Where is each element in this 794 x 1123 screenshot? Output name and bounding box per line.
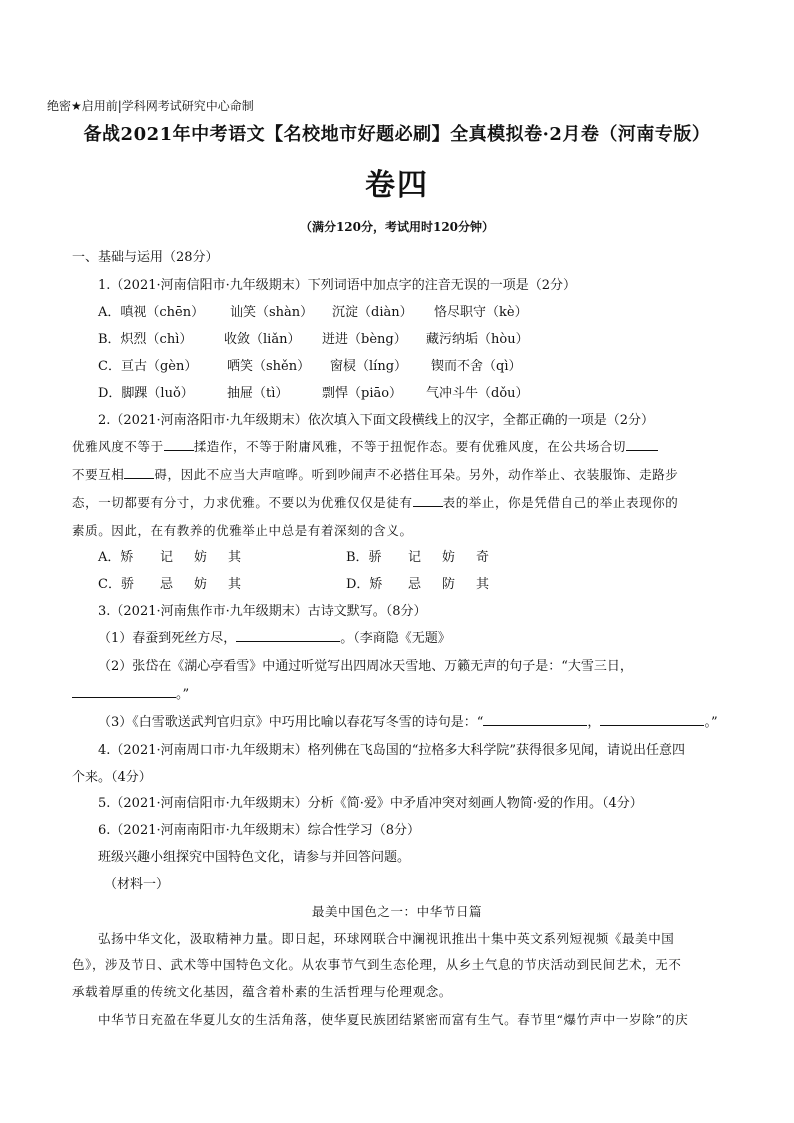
q1-option-c-4: 锲而不舍（qì） <box>431 359 522 374</box>
q2-passage-line-2 <box>72 465 678 483</box>
blank-line <box>600 713 704 726</box>
q3-text: （1）春蚕到死丝方尽， <box>98 631 237 646</box>
q2-passage-text: 优雅风度不等于 <box>72 439 164 454</box>
q3-text: 。（李商隐《无题》 <box>340 631 451 646</box>
q1-option-d-3: 剽悍（piāo） <box>322 386 403 401</box>
q2-option-c-3: 妨 <box>194 577 208 592</box>
q3-text: 。” <box>176 687 190 702</box>
question-4-line-2: 个来。（4分） <box>72 770 152 785</box>
q1-option-d-1: D．脚踝（luǒ） <box>98 386 194 401</box>
q2-passage-text: 表的举止，你是凭借自己的举止表现你的 <box>442 495 679 510</box>
q2-option-a-2: 记 <box>160 550 174 565</box>
q1-option-a-3: 沉淀（diàn） <box>332 305 413 320</box>
question-1-stem: 1.（2021·河南信阳市·九年级期末）下列词语中加点字的注音无误的一项是（2分） <box>98 278 577 293</box>
blank-line <box>164 438 194 451</box>
paper-number-title: 卷四 <box>365 168 429 203</box>
q2-option-c-2: 忌 <box>160 577 174 592</box>
q2-option-a-1: A．矫 <box>98 550 134 565</box>
question-5: 5.（2021·河南信阳市·九年级期末）分析《简·爱》中矛盾冲突对刻画人物简·爱的作用。（4分） <box>98 796 643 811</box>
q2-option-b-1: B．骄 <box>346 550 382 565</box>
q3-item-2-blank <box>72 683 189 702</box>
question-2-stem: 2.（2021·河南洛阳市·九年级期末）依次填入下面文段横线上的汉字，全都正确的一项是（2分） <box>98 413 655 428</box>
q3-text: （3）《白雪歌送武判官归京》中巧用比喻以春花写冬雪的诗句是：“ <box>98 715 484 730</box>
q3-item-3 <box>98 711 718 730</box>
q2-option-d-1: D．矫 <box>346 577 383 592</box>
q2-passage-line-1 <box>72 437 658 455</box>
confidential-label: 绝密★启用前|学科网考试研究中心命制 <box>47 99 254 113</box>
material-label: （材料一） <box>104 877 170 892</box>
blank-line <box>236 629 340 642</box>
article-paragraph-1-line-1: 弘扬中华文化，汲取精神力量。即日起，环球网联合中澜视讯推出十集中英文系列短视频《最美中国 <box>98 931 675 946</box>
question-3-stem: 3.（2021·河南焦作市·九年级期末）古诗文默写。（8分） <box>98 604 427 619</box>
q2-passage-line-3 <box>72 493 678 511</box>
q1-option-d-4: 气冲斗牛（dǒu） <box>426 386 529 401</box>
article-paragraph-1-line-3: 承载着厚重的传统文化基因，蕴含着朴素的生活哲理与伦理观念。 <box>72 984 452 999</box>
question-6-stem: 6.（2021·河南南阳市·九年级期末）综合性学习（8分） <box>98 823 421 838</box>
q1-option-b-2: 收敛（liǎn） <box>224 332 301 347</box>
q1-option-b-1: B．炽烈（chì） <box>98 332 193 347</box>
score-time-note: （满分120分，考试用时120分钟） <box>299 220 495 234</box>
q2-option-d-3: 防 <box>442 577 456 592</box>
q2-passage-text: 揉造作，不等于附庸风雅，不等于扭怩作态。要有优雅风度，在公共场合切 <box>193 439 627 454</box>
q2-option-a-4: 其 <box>228 550 242 565</box>
article-paragraph-2-line-1: 中华节日充盈在华夏儿女的生活角落，使华夏民族团结紧密而富有生气。春节里“爆竹声中一岁除”的庆 <box>98 1012 689 1027</box>
q2-passage-text: 不要互相 <box>72 467 125 482</box>
blank-line <box>483 713 587 726</box>
q1-option-a-4: 恪尽职守（kè） <box>434 305 528 320</box>
q1-option-d-2: 抽屉（tì） <box>227 386 289 401</box>
q2-option-b-3: 妨 <box>442 550 456 565</box>
article-paragraph-1-line-2: 色》，涉及节日、武术等中国特色文化。从农事节气到生态伦理，从乡土气息的节庆活动到民间艺术，无不 <box>72 957 682 972</box>
q2-option-b-4: 奇 <box>476 550 490 565</box>
q3-text: 。” <box>704 715 718 730</box>
question-4-line-1: 4.（2021·河南周口市·九年级期末）格列佛在飞岛国的“拉格多大科学院”获得很多见闻，请说出任意四 <box>98 743 686 758</box>
q2-passage-text: 碍，因此不应当大声喧哗。听到吵闹声不必搭住耳朵。另外，动作举止、衣装服饰、走路步 <box>154 467 679 482</box>
blank-line <box>124 466 154 479</box>
exam-title: 备战2021年中考语文【名校地市好题必刷】全真模拟卷·2月卷（河南专版） <box>83 124 711 145</box>
q2-option-a-3: 妨 <box>194 550 208 565</box>
q1-option-a-1: A．嗔视（chēn） <box>98 305 205 320</box>
q2-option-c-1: C．骄 <box>98 577 134 592</box>
blank-line <box>626 438 658 451</box>
article-title: 最美中国色之一：中华节日篇 <box>311 904 483 919</box>
q2-option-d-2: 忌 <box>408 577 422 592</box>
section-heading: 一、基础与运用（28分） <box>72 250 219 265</box>
q3-text: ， <box>587 715 601 730</box>
q1-option-c-2: 哂笑（shěn） <box>227 359 311 374</box>
q1-option-b-4: 藏污纳垢（hòu） <box>426 332 529 347</box>
blank-line <box>72 685 176 698</box>
question-6-intro: 班级兴趣小组探究中国特色文化，请参与并回答问题。 <box>98 850 411 865</box>
q2-option-d-4: 其 <box>476 577 490 592</box>
blank-line <box>413 494 443 507</box>
q2-passage-line-4: 素质。因此，在有教养的优雅举止中总是有着深刻的含义。 <box>72 523 413 538</box>
q3-item-2: （2）张岱在《湖心亭看雪》中通过听觉写出四周冰天雪地、万籁无声的句子是：“大雪三日， <box>98 659 633 674</box>
q2-option-b-2: 记 <box>408 550 422 565</box>
q3-item-1 <box>98 627 451 646</box>
q1-option-b-3: 迸进（bèng） <box>322 332 407 347</box>
q1-option-c-3: 窗棂（líng） <box>330 359 408 374</box>
q2-passage-text: 态，一切都要有分寸，力求优雅。不要以为优雅仅仅是徒有 <box>72 495 413 510</box>
q1-option-a-2: 讪笑（shàn） <box>230 305 314 320</box>
q2-option-c-4: 其 <box>228 577 242 592</box>
q1-option-c-1: C．亘古（gèn） <box>98 359 198 374</box>
